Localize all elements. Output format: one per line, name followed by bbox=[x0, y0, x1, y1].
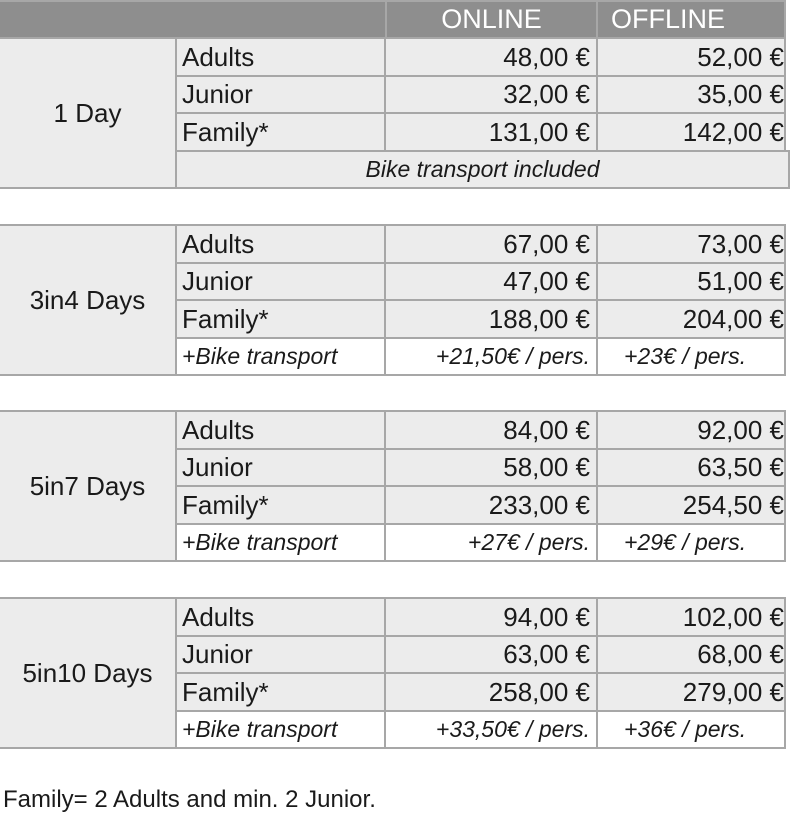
online-price-cell: 94,00 € bbox=[384, 597, 598, 637]
bike-online-price: +21,50€ / pers. bbox=[384, 337, 598, 377]
header-offline: OFFLINE bbox=[596, 0, 786, 39]
online-price-cell: 84,00 € bbox=[384, 410, 598, 450]
offline-price-cell: 204,00 € bbox=[596, 299, 786, 339]
ticket-type-cell: Junior bbox=[175, 262, 386, 302]
offline-price-cell: 68,00 € bbox=[596, 635, 786, 675]
offline-price-cell: 73,00 € bbox=[596, 224, 786, 264]
bike-note-cell: Bike transport included bbox=[175, 150, 790, 190]
offline-price-cell: 142,00 € bbox=[596, 112, 786, 152]
ticket-type-cell: Junior bbox=[175, 75, 386, 115]
offline-price-cell: 92,00 € bbox=[596, 410, 786, 450]
online-price-cell: 188,00 € bbox=[384, 299, 598, 339]
bike-online-price: +33,50€ / pers. bbox=[384, 710, 598, 750]
offline-price-cell: 52,00 € bbox=[596, 37, 786, 77]
ticket-type-cell: Family* bbox=[175, 299, 386, 339]
bike-online-price: +27€ / pers. bbox=[384, 523, 598, 563]
online-price-cell: 32,00 € bbox=[384, 75, 598, 115]
duration-cell: 5in10 Days bbox=[0, 597, 177, 749]
bike-transport-label: +Bike transport bbox=[175, 710, 386, 750]
online-price-cell: 233,00 € bbox=[384, 485, 598, 525]
bike-transport-label: +Bike transport bbox=[175, 523, 386, 563]
offline-price-cell: 102,00 € bbox=[596, 597, 786, 637]
family-footnote: Family= 2 Adults and min. 2 Junior. bbox=[3, 786, 376, 813]
online-price-cell: 47,00 € bbox=[384, 262, 598, 302]
ticket-type-cell: Adults bbox=[175, 597, 386, 637]
online-price-cell: 131,00 € bbox=[384, 112, 598, 152]
offline-price-cell: 35,00 € bbox=[596, 75, 786, 115]
online-price-cell: 67,00 € bbox=[384, 224, 598, 264]
ticket-type-cell: Adults bbox=[175, 37, 386, 77]
bike-transport-label: +Bike transport bbox=[175, 337, 386, 377]
bike-offline-price: +23€ / pers. bbox=[596, 337, 786, 377]
ticket-type-cell: Family* bbox=[175, 112, 386, 152]
bike-offline-price: +29€ / pers. bbox=[596, 523, 786, 563]
duration-cell: 1 Day bbox=[0, 37, 177, 189]
offline-price-cell: 254,50 € bbox=[596, 485, 786, 525]
duration-cell: 3in4 Days bbox=[0, 224, 177, 376]
offline-price-cell: 63,50 € bbox=[596, 448, 786, 488]
offline-price-cell: 51,00 € bbox=[596, 262, 786, 302]
ticket-type-cell: Adults bbox=[175, 410, 386, 450]
online-price-cell: 58,00 € bbox=[384, 448, 598, 488]
online-price-cell: 63,00 € bbox=[384, 635, 598, 675]
online-price-cell: 48,00 € bbox=[384, 37, 598, 77]
ticket-type-cell: Family* bbox=[175, 672, 386, 712]
duration-cell: 5in7 Days bbox=[0, 410, 177, 562]
header-online: ONLINE bbox=[385, 0, 598, 39]
ticket-type-cell: Family* bbox=[175, 485, 386, 525]
online-price-cell: 258,00 € bbox=[384, 672, 598, 712]
bike-offline-price: +36€ / pers. bbox=[596, 710, 786, 750]
offline-price-cell: 279,00 € bbox=[596, 672, 786, 712]
ticket-type-cell: Adults bbox=[175, 224, 386, 264]
ticket-type-cell: Junior bbox=[175, 635, 386, 675]
ticket-type-cell: Junior bbox=[175, 448, 386, 488]
